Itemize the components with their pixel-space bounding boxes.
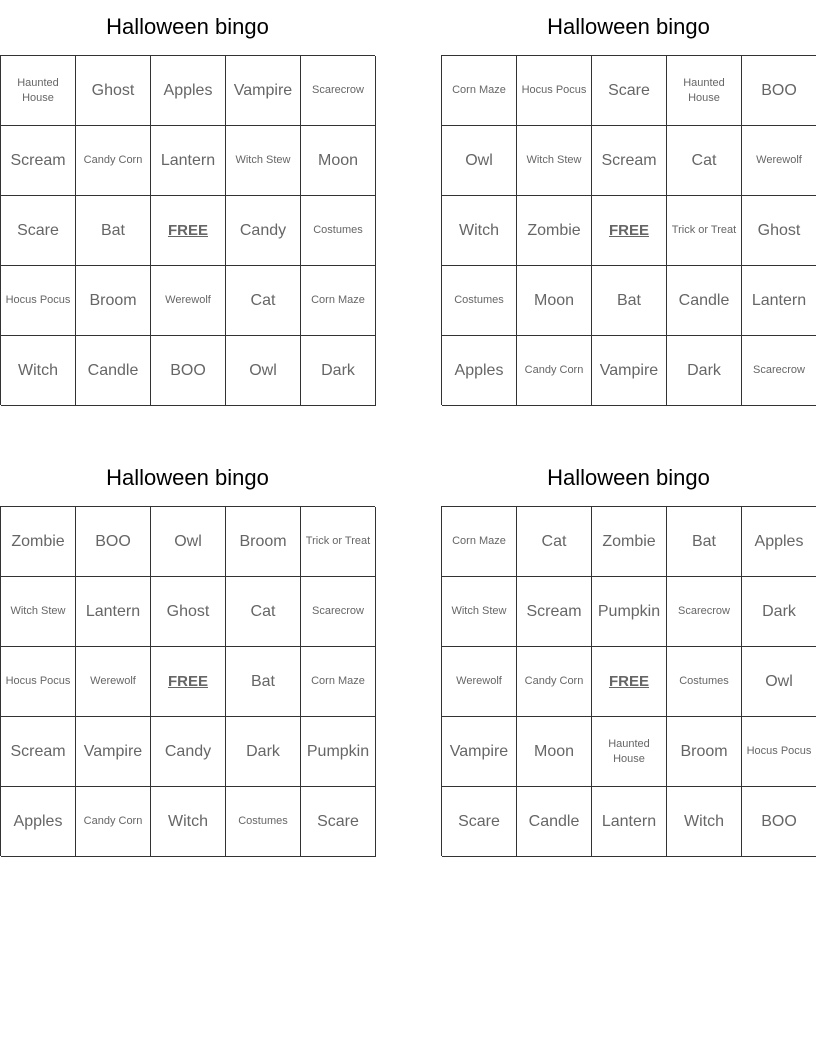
bingo-cell: Broom [76, 266, 151, 336]
bingo-cell: Lantern [76, 577, 151, 647]
bingo-cell: Haunted House [592, 717, 667, 787]
bingo-cell: Scare [301, 787, 376, 857]
bingo-grid [0, 506, 375, 856]
bingo-cell: Candy Corn [76, 787, 151, 857]
bingo-cell: Vampire [592, 336, 667, 406]
bingo-cell: Owl [442, 126, 517, 196]
bingo-cell: Witch [667, 787, 742, 857]
bingo-cell: Witch [1, 336, 76, 406]
bingo-cell: Zombie [1, 507, 76, 577]
bingo-cell: Candy Corn [76, 126, 151, 196]
bingo-cell: Trick or Treat [301, 507, 376, 577]
bingo-cell: Dark [226, 717, 301, 787]
bingo-cell: Scare [1, 196, 76, 266]
card-title: Halloween bingo [547, 465, 710, 490]
bingo-cell: Scarecrow [301, 56, 376, 126]
bingo-cell: Owl [151, 507, 226, 577]
bingo-cell: Scare [592, 56, 667, 126]
bingo-card-4 [441, 451, 816, 856]
bingo-cell: Dark [301, 336, 376, 406]
bingo-cell: Candy [226, 196, 301, 266]
bingo-cell: Haunted House [1, 56, 76, 126]
bingo-cell: Owl [226, 336, 301, 406]
bingo-cell: Apples [1, 787, 76, 857]
card-title: Halloween bingo [106, 465, 269, 490]
bingo-cell: Vampire [76, 717, 151, 787]
bingo-cell: Scream [1, 717, 76, 787]
bingo-cell: Bat [667, 507, 742, 577]
bingo-card-3 [0, 451, 375, 856]
bingo-cell: Werewolf [76, 647, 151, 717]
bingo-cell: Costumes [442, 266, 517, 336]
bingo-cell: Owl [742, 647, 816, 717]
bingo-cell: Lantern [151, 126, 226, 196]
bingo-cell: Moon [301, 126, 376, 196]
bingo-cell: Scream [592, 126, 667, 196]
bingo-cell: Candy [151, 717, 226, 787]
bingo-cell: Apples [442, 336, 517, 406]
bingo-cell: Trick or Treat [667, 196, 742, 266]
bingo-cell: Costumes [667, 647, 742, 717]
bingo-cell: BOO [742, 787, 816, 857]
bingo-cell: Cat [226, 577, 301, 647]
bingo-cell: Hocus Pocus [1, 647, 76, 717]
bingo-cell: Scare [442, 787, 517, 857]
bingo-cell: Lantern [742, 266, 816, 336]
bingo-cell: Cat [517, 507, 592, 577]
bingo-cell: Hocus Pocus [742, 717, 816, 787]
bingo-cell: Lantern [592, 787, 667, 857]
bingo-cell: Dark [742, 577, 816, 647]
bingo-cell: Corn Maze [442, 56, 517, 126]
bingo-card-2 [441, 0, 816, 405]
bingo-cell: Werewolf [742, 126, 816, 196]
bingo-cell: Witch [151, 787, 226, 857]
bingo-cell: Costumes [301, 196, 376, 266]
bingo-cell: BOO [76, 507, 151, 577]
bingo-cell: Moon [517, 266, 592, 336]
bingo-cell: Bat [592, 266, 667, 336]
bingo-cell: Werewolf [151, 266, 226, 336]
card-title: Halloween bingo [547, 14, 710, 39]
bingo-cell: Moon [517, 717, 592, 787]
card-title: Halloween bingo [106, 14, 269, 39]
bingo-cell: Haunted House [667, 56, 742, 126]
bingo-cell: Candle [517, 787, 592, 857]
free-space-cell: FREE [151, 196, 226, 266]
bingo-cell: Zombie [592, 507, 667, 577]
free-space-cell: FREE [592, 196, 667, 266]
bingo-cell: Candy Corn [517, 336, 592, 406]
bingo-cell: Candle [76, 336, 151, 406]
bingo-cell: Broom [667, 717, 742, 787]
bingo-cell: Cat [226, 266, 301, 336]
bingo-cell: Candle [667, 266, 742, 336]
bingo-cell: Pumpkin [301, 717, 376, 787]
bingo-cell: Dark [667, 336, 742, 406]
bingo-cell: Cat [667, 126, 742, 196]
bingo-card-1 [0, 0, 375, 405]
bingo-cell: Ghost [76, 56, 151, 126]
bingo-cell: Pumpkin [592, 577, 667, 647]
bingo-cell: Vampire [226, 56, 301, 126]
bingo-cell: Candy Corn [517, 647, 592, 717]
bingo-cell: Hocus Pocus [1, 266, 76, 336]
bingo-cell: Scream [517, 577, 592, 647]
bingo-cell: Bat [226, 647, 301, 717]
bingo-cell: Witch Stew [517, 126, 592, 196]
bingo-cell: Broom [226, 507, 301, 577]
bingo-cell: Witch Stew [226, 126, 301, 196]
free-space-cell: FREE [592, 647, 667, 717]
bingo-cell: Werewolf [442, 647, 517, 717]
bingo-cell: Corn Maze [442, 507, 517, 577]
bingo-cell: Apples [742, 507, 816, 577]
bingo-cell: Apples [151, 56, 226, 126]
bingo-cell: Witch [442, 196, 517, 266]
bingo-cell: Corn Maze [301, 647, 376, 717]
bingo-cell: Hocus Pocus [517, 56, 592, 126]
bingo-cell: BOO [742, 56, 816, 126]
bingo-cell: BOO [151, 336, 226, 406]
bingo-cell: Scarecrow [301, 577, 376, 647]
bingo-grid [441, 55, 816, 405]
bingo-cell: Scream [1, 126, 76, 196]
free-space-cell: FREE [151, 647, 226, 717]
bingo-cell: Bat [76, 196, 151, 266]
bingo-cell: Corn Maze [301, 266, 376, 336]
bingo-cell: Scarecrow [667, 577, 742, 647]
bingo-cell: Ghost [151, 577, 226, 647]
bingo-cell: Witch Stew [1, 577, 76, 647]
bingo-cell: Ghost [742, 196, 816, 266]
bingo-cell: Scarecrow [742, 336, 816, 406]
bingo-cell: Zombie [517, 196, 592, 266]
bingo-cell: Vampire [442, 717, 517, 787]
bingo-cell: Witch Stew [442, 577, 517, 647]
bingo-cell: Costumes [226, 787, 301, 857]
bingo-grid [441, 506, 816, 856]
bingo-grid [0, 55, 375, 405]
